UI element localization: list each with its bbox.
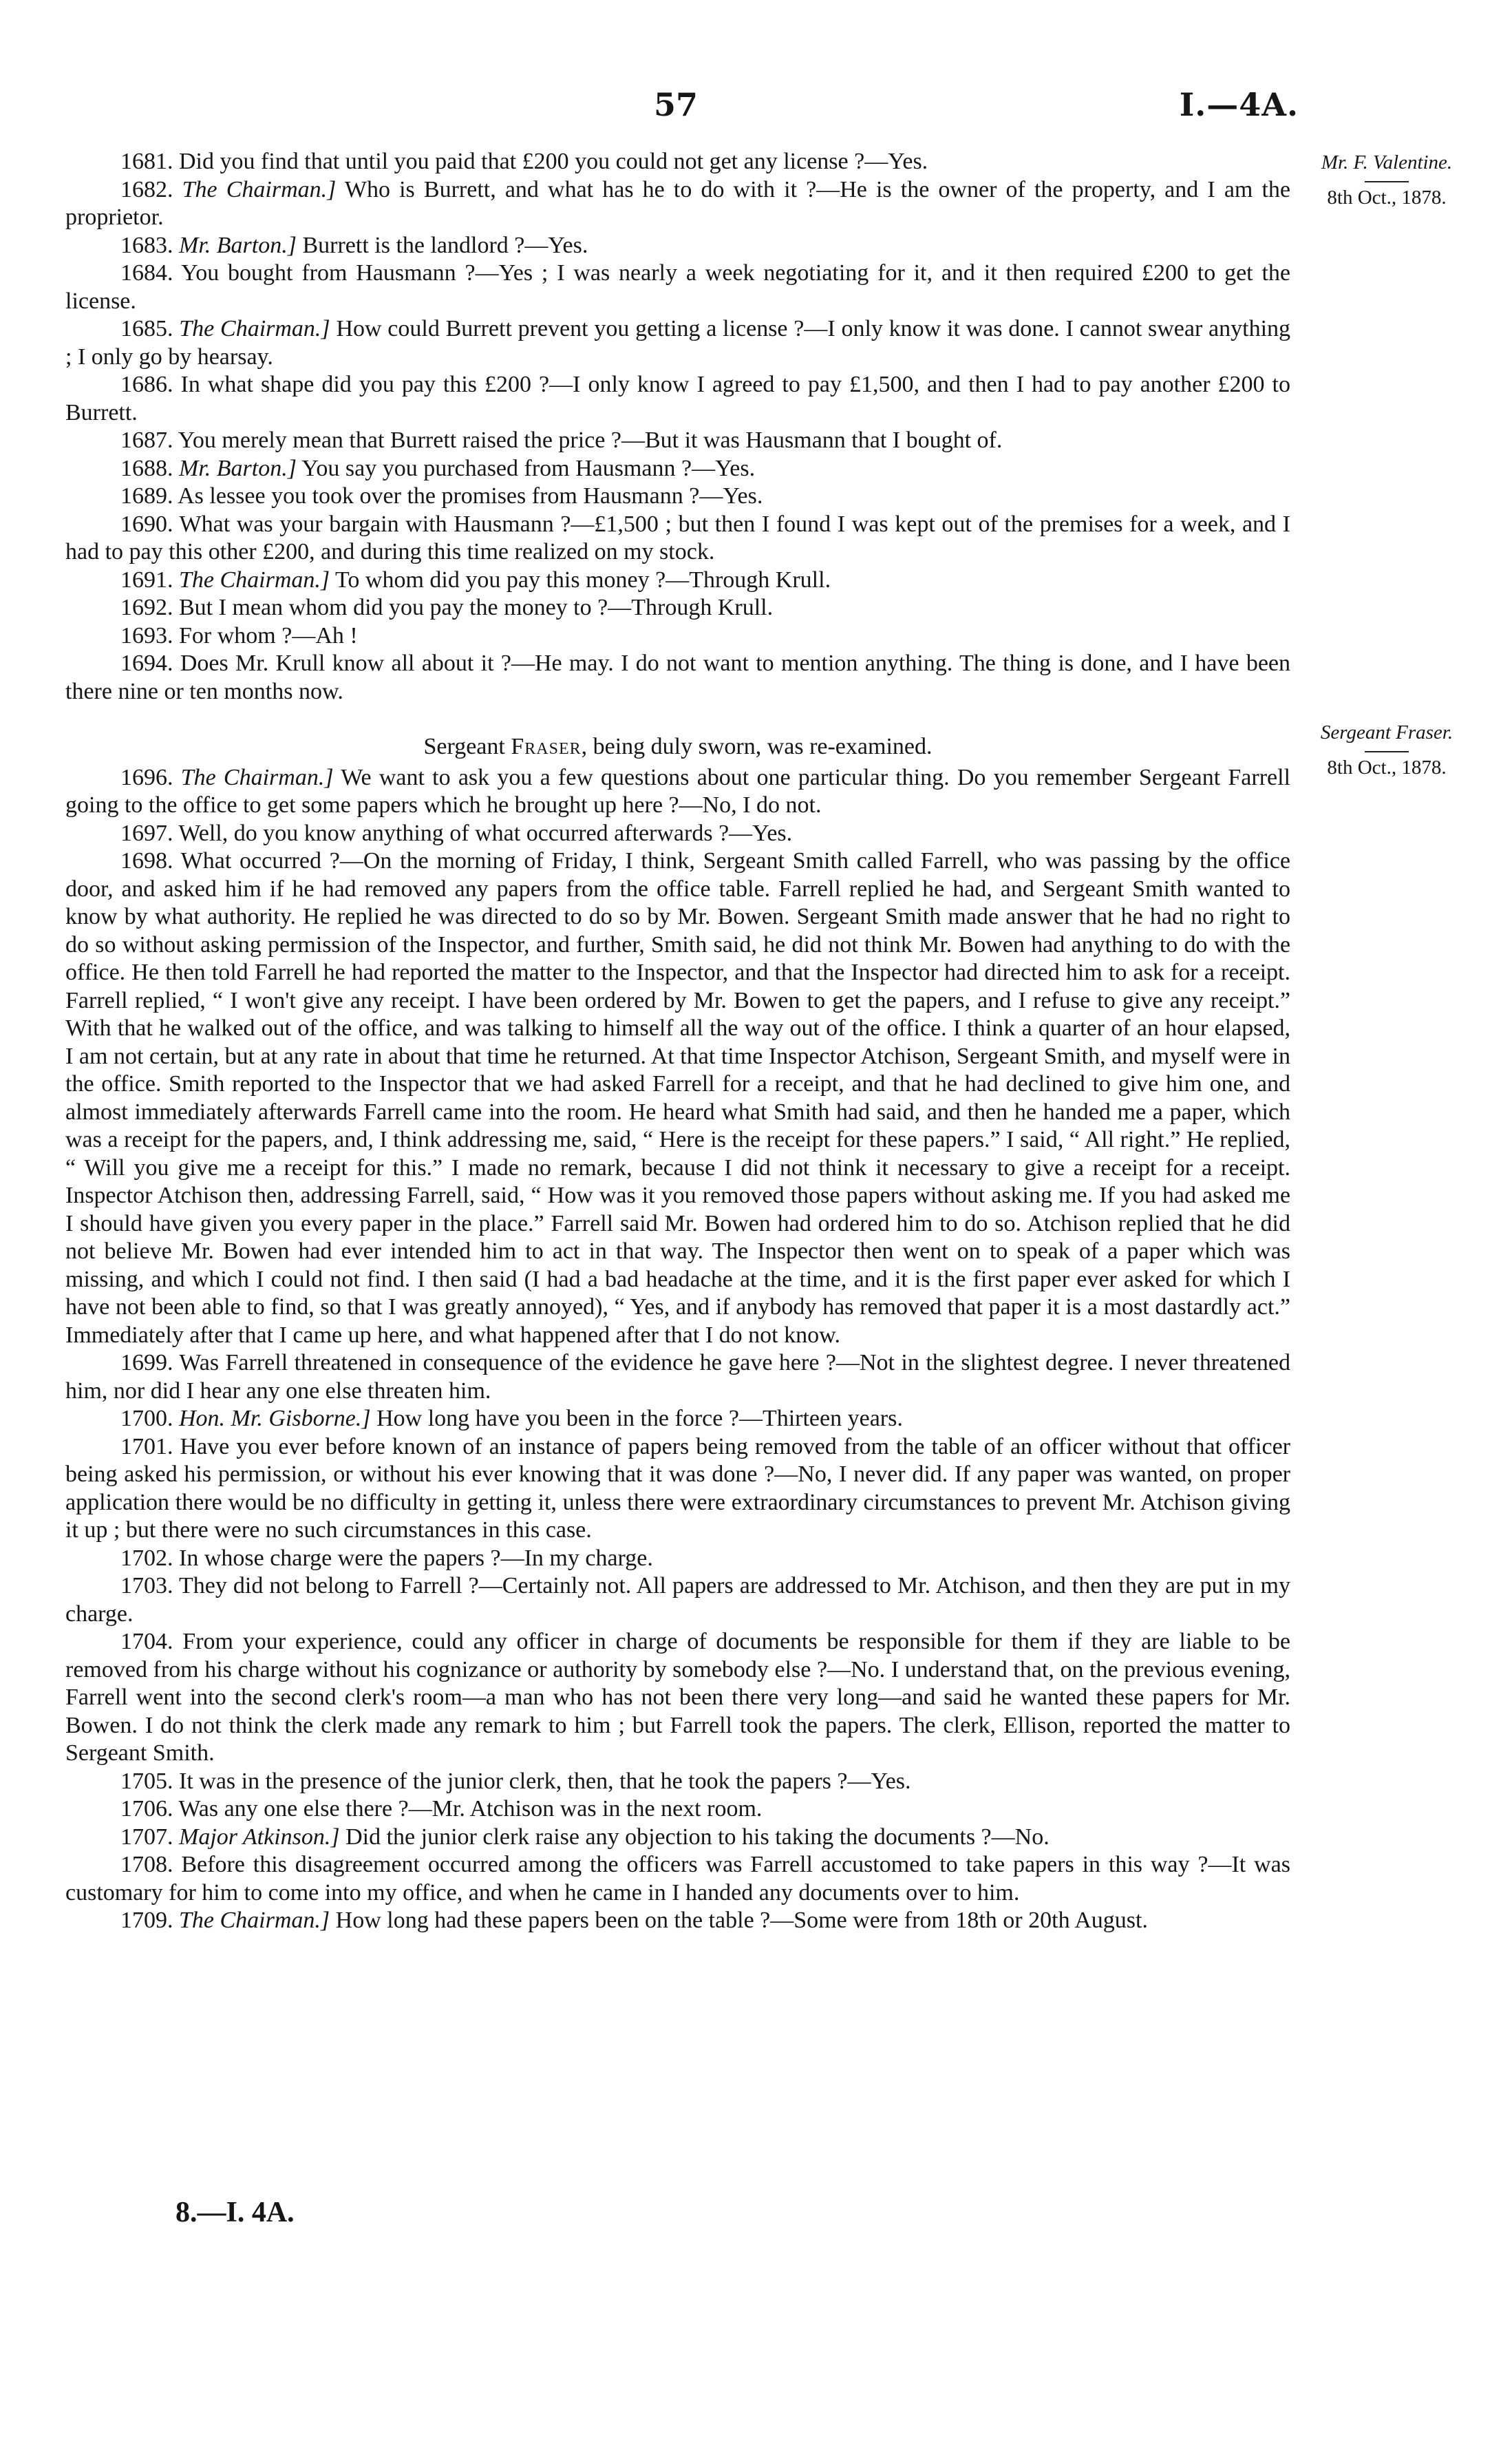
question-paragraph — [65, 427, 1290, 455]
speaker-name: The Chairman.] — [179, 316, 330, 341]
document-code: I.—4A. — [1179, 86, 1299, 123]
question-number: 1692. — [120, 595, 173, 620]
question-paragraph — [65, 594, 1290, 622]
margin-note-fraser — [1301, 721, 1473, 779]
question-text: For whom ?—Ah ! — [179, 622, 358, 648]
margin-rule — [1365, 751, 1409, 752]
speaker-name: The Chairman.] — [179, 567, 330, 593]
speaker-name: Hon. Mr. Gisborne.] — [179, 1406, 371, 1431]
question-number: 1687. — [120, 427, 173, 453]
question-paragraph — [65, 650, 1290, 706]
question-paragraph — [65, 260, 1290, 315]
question-text: Was Farrell threatened in consequence of the evidence he gave here ?—Not in the slightest degree. I never threatened him, nor did I hear any one else threaten him. — [65, 1350, 1291, 1404]
question-paragraph — [65, 1907, 1290, 1935]
question-number: 1690. — [120, 511, 173, 537]
question-paragraph — [65, 371, 1290, 427]
question-paragraph — [65, 1572, 1290, 1628]
question-text: How could Burrett prevent you getting a license ?—I only know it was done. I cannot swear anything ; I only go by hearsay. — [65, 316, 1291, 370]
question-text: Before this disagreement occurred among the officers was Farrell accustomed to take papers in this way ?—It was customary for him to come into my office, and when he came in I handed any documents over to him. — [65, 1852, 1290, 1905]
speaker-name: Major Atkinson.] — [179, 1824, 340, 1850]
question-text: From your experience, could any officer in charge of documents be responsible for them if they are liable to be removed from his charge without his cognizance or authority by somebody else ?—No. I understand that, on the previous evening, Farrell went into the second clerk's room—a man who has not been there very long—and said he wanted these papers for Mr. Bowen. I do not think the clerk made any remark to him ; but Farrell took the papers. The clerk, Ellison, reported the matter to Sergeant Smith. — [65, 1629, 1291, 1766]
question-number: 1696. — [120, 764, 173, 790]
question-number: 1705. — [120, 1768, 173, 1794]
question-number: 1706. — [120, 1796, 173, 1822]
question-number: 1686. — [120, 372, 173, 397]
question-text: Did you find that until you paid that £200 you could not get any license ?—Yes. — [179, 149, 928, 174]
question-number: 1685. — [120, 316, 173, 341]
question-paragraph — [65, 1628, 1290, 1768]
question-text: Who is Burrett, and what has he to do with it ?—He is the owner of the property, and I am the proprietor. — [65, 176, 1291, 230]
question-text: In whose charge were the papers ?—In my charge. — [179, 1545, 653, 1571]
question-paragraph — [65, 483, 1290, 511]
question-text: You bought from Hausmann ?—Yes ; I was nearly a week negotiating for it, and it then required £200 to get the license. — [65, 260, 1290, 314]
question-number: 1700. — [120, 1406, 173, 1431]
question-paragraph — [65, 315, 1290, 371]
fraser-testimony — [65, 764, 1290, 1935]
question-paragraph — [65, 1768, 1290, 1796]
question-paragraph — [65, 1851, 1290, 1907]
question-number: 1694. — [120, 651, 173, 676]
question-text: In what shape did you pay this £200 ?—I only know I agreed to pay £1,500, and then I had to pay another £200 to Burrett. — [65, 372, 1290, 425]
page-number: 57 — [654, 86, 699, 123]
question-paragraph — [65, 1405, 1290, 1433]
witness-heading — [65, 733, 1290, 761]
testimony-body — [65, 148, 1290, 1935]
question-text: It was in the presence of the junior clerk, then, that he took the papers ?—Yes. — [179, 1768, 911, 1794]
question-paragraph — [65, 1545, 1290, 1573]
question-paragraph — [65, 232, 1290, 260]
question-text: Was any one else there ?—Mr. Atchison was in the next room. — [178, 1796, 763, 1822]
margin-witness-name: Mr. F. Valentine. — [1321, 151, 1453, 173]
printer-signature: 8.—I. 4A. — [175, 2197, 295, 2228]
question-number: 1682. — [120, 176, 173, 202]
question-number: 1683. — [120, 232, 173, 258]
question-text: They did not belong to Farrell ?—Certainly not. All papers are addressed to Mr. Atchison, and then they are put in my charge. — [65, 1573, 1291, 1627]
speaker-name: The Chairman.] — [182, 176, 337, 202]
question-number: 1707. — [120, 1824, 173, 1850]
speaker-name: Mr. Barton.] — [179, 455, 297, 481]
question-text: Well, do you know anything of what occurred afterwards ?—Yes. — [178, 820, 793, 846]
question-paragraph — [65, 455, 1290, 483]
speaker-name: The Chairman.] — [179, 1908, 330, 1933]
question-text: What occurred ?—On the morning of Friday, I think, Sergeant Smith called Farrell, who was passing by the office door, and asked him if he had removed any papers from the office table. Farrell replied he had, and Sergeant Smith wanted to know by what authority. He replied he was directed to do so by Mr. Bowen. Sergeant Smith made answer that he had no right to do so without asking permission of the Inspector, and further, Smith said, he did not think Mr. Bowen had anything to do with the office. He then told Farrell he had reported the matter to the Inspector, and that the Inspector had directed him to ask for a receipt. Farrell replied, “ I won't give any receipt. I have been ordered by Mr. Bowen to get the papers, and I refuse to give any receipt.” With that he walked out of the office, and was talking to himself all the way out of the office. I think a quarter of an hour elapsed, I am not certain, but at any rate in about that time he returned. At that time Inspector Atchison, Sergeant Smith, and myself were in the office. Smith reported to the Inspector that we had asked Farrell for a receipt, and that he had declined to give him one, and almost immediately afterwards Farrell came into the room. He heard what Smith had said, and then he handed me a paper, which was a receipt for the papers, and, I think addressing me, said, “ Here is the receipt for these papers.” I said, “ All right.” He replied, “ Will you give me a receipt for this.” I made no remark, because I did not think it necessary to give a receipt for a receipt. Inspector Atchison then, addressing Farrell, said, “ How was it you removed those papers without asking me. If you had asked me I should have given you every paper in the place.” Farrell said Mr. Bowen had ordered him to do so. Atchison replied that he did not believe Mr. Bowen had ever intended him to act in that way. The Inspector then went on to speak of a paper which was missing, and which I could not find. I then said (I had a bad headache at the time, and it is the first paper ever asked for which I have not been able to find, so that I was greatly annoyed), “ Yes, and if anybody has removed that paper it is a most dastardly act.” Immediately after that I came up here, and what happened after that I do not know. — [65, 848, 1290, 1348]
question-text: Does Mr. Krull know all about it ?—He may. I do not want to mention anything. The thing is done, and I have been there nine or ten months now. — [65, 651, 1290, 704]
question-paragraph — [65, 148, 1290, 176]
question-text: But I mean whom did you pay the money to ?—Through Krull. — [179, 595, 774, 620]
question-number: 1709. — [120, 1908, 173, 1933]
question-paragraph — [65, 511, 1290, 567]
question-number: 1708. — [120, 1852, 173, 1877]
question-text: Burrett is the landlord ?—Yes. — [302, 232, 588, 258]
question-text: We want to ask you a few questions about one particular thing. Do you remember Sergeant Farrell going to the office to get some papers which he brought up here ?—No, I do not. — [65, 764, 1291, 818]
question-paragraph — [65, 176, 1290, 232]
question-paragraph — [65, 1349, 1290, 1405]
question-number: 1697. — [120, 820, 173, 846]
margin-rule — [1365, 181, 1409, 182]
question-number: 1701. — [120, 1433, 173, 1459]
question-paragraph — [65, 622, 1290, 651]
question-paragraph — [65, 1433, 1290, 1545]
question-number: 1693. — [120, 622, 173, 648]
question-text: You say you purchased from Hausmann ?—Yes. — [301, 455, 756, 481]
question-number: 1688. — [120, 455, 173, 481]
question-text: Have you ever before known of an instance of papers being removed from the table of an officer without that officer being asked his permission, or without his ever knowing that it was done ?—No, I never did. If any paper was wanted, on proper application there would be no difficulty in getting it, unless there were extraordinary circumstances to prevent Mr. Atchison giving it up ; but there were no such circumstances in this case. — [65, 1433, 1290, 1543]
question-text: What was your bargain with Hausmann ?—£1,500 ; but then I found I was kept out of the premises for a week, and I had to pay this other £200, and during this time realized on my stock. — [65, 511, 1290, 564]
margin-note-valentine — [1301, 151, 1473, 209]
question-text: Did the junior clerk raise any objection to his taking the documents ?—No. — [345, 1824, 1050, 1850]
speaker-name: The Chairman.] — [180, 764, 334, 790]
question-number: 1703. — [120, 1573, 173, 1598]
page-header — [0, 86, 1512, 134]
heading-suffix: , being duly sworn, was re-examined. — [581, 734, 933, 759]
margin-date: 8th Oct., 1878. — [1327, 187, 1447, 209]
question-paragraph — [65, 847, 1290, 1349]
question-text: How long have you been in the force ?—Thirteen years. — [376, 1406, 903, 1431]
question-text: As lessee you took over the promises from Hausmann ?—Yes. — [178, 483, 763, 509]
question-number: 1691. — [120, 567, 173, 593]
valentine-testimony — [65, 148, 1290, 706]
question-paragraph — [65, 820, 1290, 848]
speaker-name: Mr. Barton.] — [179, 232, 297, 258]
question-number: 1689. — [120, 483, 173, 509]
question-text: How long had these papers been on the table ?—Some were from 18th or 20th August. — [335, 1908, 1148, 1933]
question-text: You merely mean that Burrett raised the price ?—But it was Hausmann that I bought of. — [178, 427, 1003, 453]
question-paragraph — [65, 764, 1290, 820]
margin-date: 8th Oct., 1878. — [1327, 757, 1447, 779]
question-number: 1684. — [120, 260, 173, 286]
heading-prefix: Sergeant — [423, 734, 511, 759]
question-paragraph — [65, 567, 1290, 595]
question-number: 1681. — [120, 149, 173, 174]
question-number: 1702. — [120, 1545, 173, 1571]
margin-witness-name: Sergeant Fraser. — [1320, 721, 1454, 743]
question-number: 1698. — [120, 848, 173, 874]
question-number: 1704. — [120, 1629, 173, 1654]
question-text: To whom did you pay this money ?—Through Krull. — [335, 567, 831, 593]
question-number: 1699. — [120, 1350, 173, 1375]
heading-witness-name: Fraser — [511, 734, 582, 759]
question-paragraph — [65, 1824, 1290, 1852]
question-paragraph — [65, 1795, 1290, 1824]
